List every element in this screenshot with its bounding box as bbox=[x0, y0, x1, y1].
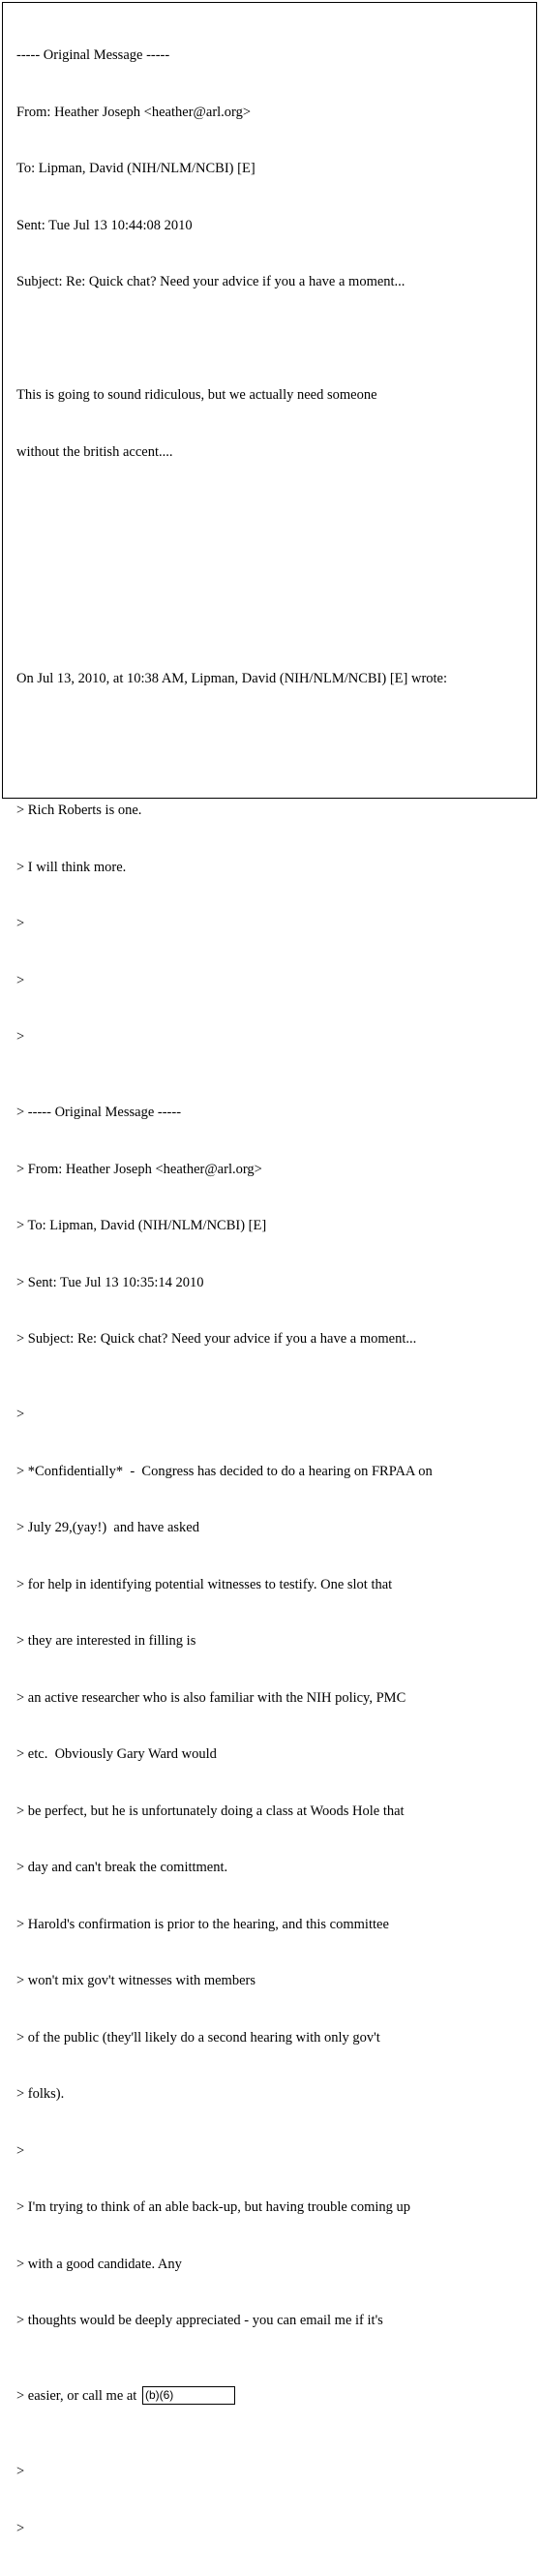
quoted-line: > they are interested in filling is bbox=[16, 1633, 196, 1649]
quoted-line: > folks). bbox=[16, 2086, 65, 2102]
redaction-box: (b)(6) bbox=[142, 2386, 235, 2405]
quoted-line: > for help in identifying potential witnesses to testify. One slot that bbox=[16, 1576, 393, 1592]
quoted-line: > Rich Roberts is one. bbox=[16, 803, 142, 818]
quoted-line: > July 29,(yay!) and have asked bbox=[16, 1520, 199, 1535]
quoted-line: > of the public (they'll likely do a second hearing with only gov't bbox=[16, 2029, 380, 2046]
document-frame bbox=[2, 2, 537, 2536]
body-line: without the british accent.... bbox=[16, 443, 173, 460]
quoted-line: > bbox=[16, 1029, 25, 1045]
quoted-header-to: > To: Lipman, David (NIH/NLM/NCBI) [E] bbox=[16, 1218, 267, 1233]
quoted-header-subject: > Subject: Re: Quick chat? Need your advice if you a have a moment... bbox=[16, 1331, 417, 1347]
quoted-line: > be perfect, but he is unfortunately doing a class at Woods Hole that bbox=[16, 1803, 405, 1819]
quoted-line: > day and can't break the comittment. bbox=[16, 1860, 228, 1875]
blank-line bbox=[16, 613, 535, 632]
quoted-line: > I'm trying to think of an able back-up, but having trouble coming up bbox=[16, 2199, 411, 2215]
quoted-line: > an active researcher who is also familiar with the NIH policy, PMC bbox=[16, 1689, 406, 1706]
quoted-line-prefix: > easier, or call me at bbox=[16, 2388, 140, 2404]
email-body bbox=[16, 9, 535, 2576]
quoted-line: > I will think more. bbox=[16, 859, 127, 875]
quoted-line: > Harold's confirmation is prior to the hearing, and this committee bbox=[16, 1916, 389, 1932]
quoted-line: > with a good candidate. Any bbox=[16, 2256, 182, 2272]
quoted-line: > bbox=[16, 2520, 25, 2536]
quoted-header-divider: > ----- Original Message ----- bbox=[16, 1105, 182, 1120]
quoted-line: > bbox=[16, 916, 25, 931]
blank-line bbox=[16, 330, 535, 349]
quoted-line-with-redaction bbox=[16, 2387, 535, 2407]
quoted-line: > won't mix gov't witnesses with members bbox=[16, 1973, 255, 1988]
blank-line bbox=[16, 726, 535, 745]
quoted-header-sent: > Sent: Tue Jul 13 10:35:14 2010 bbox=[16, 1274, 204, 1290]
quoted-line: > bbox=[16, 2142, 25, 2159]
blank-line bbox=[16, 500, 535, 519]
header-to: To: Lipman, David (NIH/NLM/NCBI) [E] bbox=[16, 161, 255, 176]
header-subject: Subject: Re: Quick chat? Need your advice if you a have a moment... bbox=[16, 274, 406, 289]
quoted-line: > bbox=[16, 972, 25, 988]
blank-line bbox=[16, 557, 535, 576]
quoted-line: > etc. Obviously Gary Ward would bbox=[16, 1746, 217, 1762]
quoted-line: > *Confidentially* - Congress has decided to do a hearing on FRPAA on bbox=[16, 1463, 433, 1479]
header-from: From: Heather Joseph <heather@arl.org> bbox=[16, 104, 252, 120]
quoted-line: > thoughts would be deeply appreciated - you can email me if it's bbox=[16, 2313, 383, 2328]
quoted-line: > bbox=[16, 1407, 25, 1422]
header-sent: Sent: Tue Jul 13 10:44:08 2010 bbox=[16, 217, 193, 233]
attribution-line: On Jul 13, 2010, at 10:38 AM, Lipman, David (NIH/NLM/NCBI) [E] wrote: bbox=[16, 670, 448, 686]
body-line: This is going to sound ridiculous, but we actually need someone bbox=[16, 387, 377, 403]
header-divider: ----- Original Message ----- bbox=[16, 47, 170, 63]
quoted-header-from: > From: Heather Joseph <heather@arl.org> bbox=[16, 1161, 262, 1177]
quoted-line: > bbox=[16, 2464, 25, 2479]
